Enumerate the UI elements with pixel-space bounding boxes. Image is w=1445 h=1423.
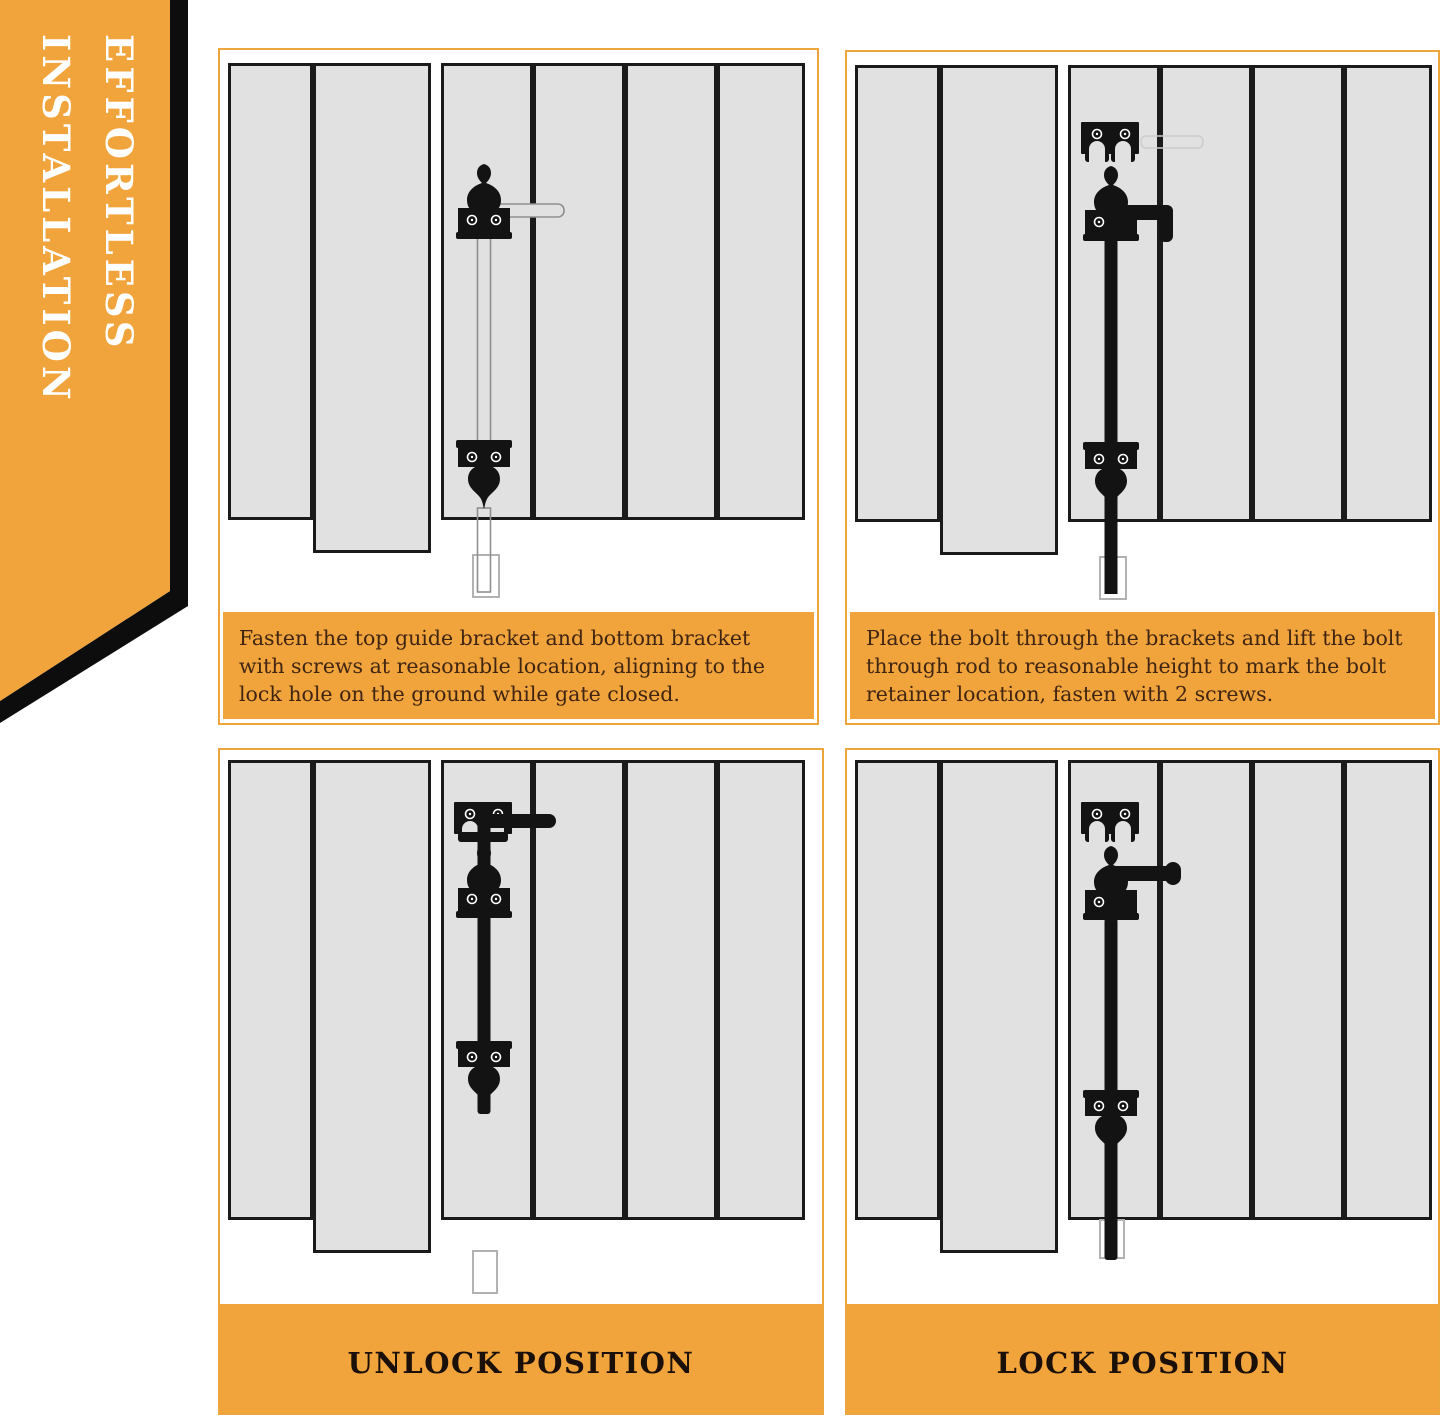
drop-rod	[1105, 238, 1118, 594]
banner-title-line2: INSTALLATION	[34, 34, 79, 404]
lock-position-band	[847, 1304, 1438, 1413]
lock-position-label: LOCK POSITION	[996, 1346, 1289, 1380]
bolt-retainer-bracket	[1081, 122, 1139, 164]
banner-title-line1: EFFORTLESS	[97, 34, 141, 352]
banner-title	[20, 34, 150, 684]
bottom-bracket	[1083, 1090, 1139, 1158]
top-guide-bracket	[456, 844, 512, 918]
bolt-retainer-bracket	[1081, 802, 1139, 844]
step-2-caption: Place the bolt through the brackets and lift the bolt through rod to reasonable height to mark the bolt retainer location, fasten with 2 screws.	[850, 612, 1435, 719]
panel-step-1	[218, 48, 819, 725]
bolt-handle-lifted	[480, 814, 556, 828]
drop-rod-outline	[478, 236, 491, 442]
bottom-bracket	[456, 440, 512, 509]
drop-rod-lowered	[1105, 918, 1118, 1260]
handle-position-outline	[1141, 136, 1203, 148]
ground-lock-hole-empty	[473, 1251, 497, 1293]
top-guide-bracket	[1083, 846, 1139, 920]
bottom-bracket	[1083, 442, 1139, 511]
top-guide-bracket	[456, 164, 512, 239]
unlock-position-label: UNLOCK POSITION	[347, 1346, 695, 1380]
bottom-bracket	[456, 1041, 512, 1109]
top-guide-bracket	[1083, 166, 1139, 241]
panel-lock-position	[845, 748, 1440, 1415]
panel-step-2	[845, 50, 1440, 725]
unlock-position-band	[220, 1304, 822, 1413]
panel-unlock-position	[218, 748, 824, 1415]
step-1-caption: Fasten the top guide bracket and bottom bracket with screws at reasonable location, aligning to the lock hole on the ground while gate closed.	[223, 612, 814, 719]
